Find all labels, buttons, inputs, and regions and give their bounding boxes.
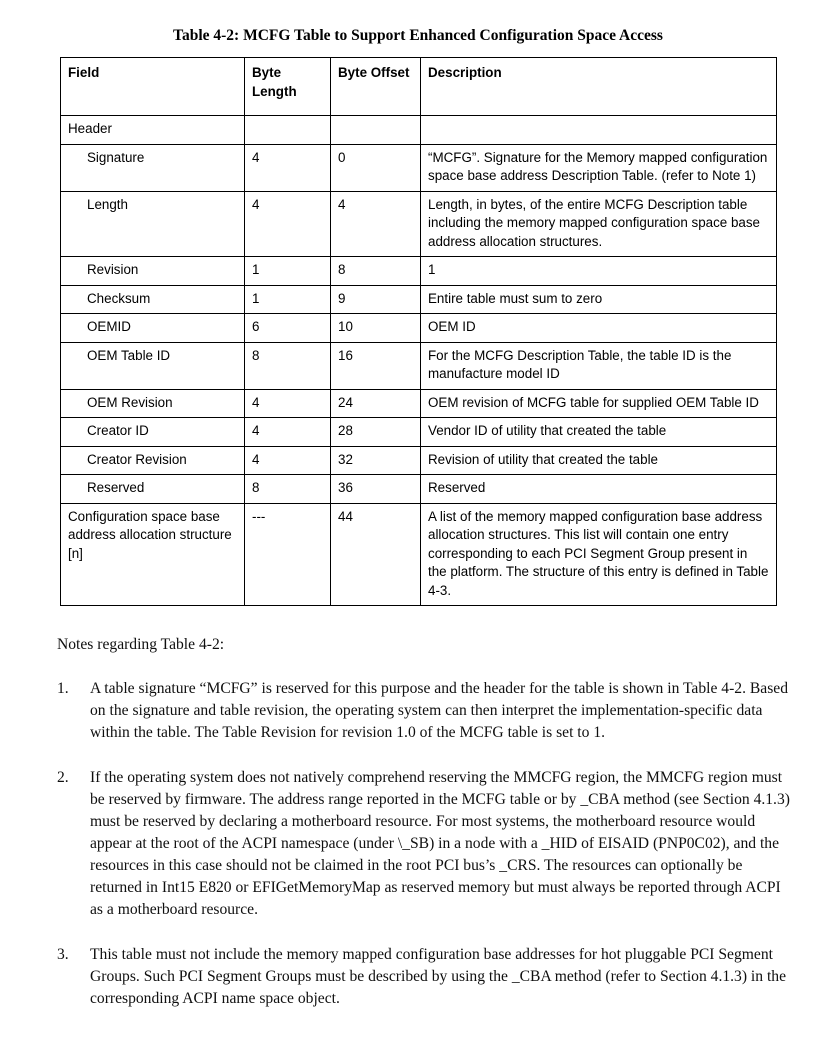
cell-byte-length: 4 bbox=[245, 418, 331, 447]
table-row bbox=[61, 314, 777, 343]
cell-description: OEM ID bbox=[421, 314, 777, 343]
cell-byte-offset: 0 bbox=[331, 144, 421, 191]
cell-field: OEM Revision bbox=[61, 389, 245, 418]
cell-description: Revision of utility that created the table bbox=[421, 446, 777, 475]
column-header-byte-length: Byte Length bbox=[245, 58, 331, 116]
cell-field: Checksum bbox=[61, 285, 245, 314]
mcfg-table-body bbox=[61, 116, 777, 606]
note-text: A table signature “MCFG” is reserved for this purpose and the header for the table is shown in Table 4-2. Based on the signature and table revision, the operating system can then interpret the implementation-specific data within the table. The Table Revision for revision 1.0 of the MCFG table is set to 1. bbox=[90, 680, 788, 742]
cell-description: For the MCFG Description Table, the table ID is the manufacture model ID bbox=[421, 342, 777, 389]
table-row bbox=[61, 116, 777, 145]
cell-field: Length bbox=[61, 191, 245, 257]
cell-byte-length: 8 bbox=[245, 475, 331, 504]
cell-field: Reserved bbox=[61, 475, 245, 504]
cell-byte-length: --- bbox=[245, 503, 331, 606]
note-number: 1. bbox=[57, 680, 69, 698]
cell-field: Header bbox=[61, 116, 245, 145]
cell-byte-offset: 28 bbox=[331, 418, 421, 447]
notes-list bbox=[57, 678, 793, 1010]
cell-byte-offset: 44 bbox=[331, 503, 421, 606]
cell-field: Revision bbox=[61, 257, 245, 286]
cell-byte-length bbox=[245, 116, 331, 145]
column-header-byte-offset: Byte Offset bbox=[331, 58, 421, 116]
table-row bbox=[61, 475, 777, 504]
table-row bbox=[61, 503, 777, 606]
cell-description bbox=[421, 116, 777, 145]
note-item bbox=[57, 767, 793, 922]
cell-description: OEM revision of MCFG table for supplied OEM Table ID bbox=[421, 389, 777, 418]
cell-byte-offset: 24 bbox=[331, 389, 421, 418]
column-header-description: Description bbox=[421, 58, 777, 116]
table-header-row bbox=[61, 58, 777, 116]
table-row bbox=[61, 285, 777, 314]
table-row bbox=[61, 257, 777, 286]
note-text: If the operating system does not natively comprehend reserving the MMCFG region, the MMCFG region must be reserved by firmware. The address range reported in the MCFG table or by _CBA method (see Section 4.1.3) must be reserved by declaring a motherboard resource. For most systems, the motherboard resource would appear at the root of the ACPI namespace (under \_SB) in a node with a _HID of EISAID (PNP0C02), and the resources in this case should not be claimed in the root PCI bus’s _CRS. The resources can optionally be returned in Int15 E820 or EFIGetMemoryMap as reserved memory but must always be reported through ACPI as a motherboard resource. bbox=[90, 768, 790, 919]
cell-byte-length: 1 bbox=[245, 285, 331, 314]
note-item bbox=[57, 944, 793, 1010]
table-row bbox=[61, 389, 777, 418]
table-row bbox=[61, 191, 777, 257]
column-header-field: Field bbox=[61, 58, 245, 116]
cell-byte-offset bbox=[331, 116, 421, 145]
cell-description: Entire table must sum to zero bbox=[421, 285, 777, 314]
table-row bbox=[61, 342, 777, 389]
table-row bbox=[61, 144, 777, 191]
note-number: 2. bbox=[57, 768, 69, 786]
cell-field: OEMID bbox=[61, 314, 245, 343]
cell-byte-length: 6 bbox=[245, 314, 331, 343]
note-item bbox=[57, 678, 793, 744]
cell-byte-length: 1 bbox=[245, 257, 331, 286]
cell-description: Vendor ID of utility that created the table bbox=[421, 418, 777, 447]
cell-description: Reserved bbox=[421, 475, 777, 504]
cell-description: A list of the memory mapped configuration base address allocation structures. This list will contain one entry corresponding to each PCI Segment Group present in the platform. The structure of this entry is defined in Table 4-3. bbox=[421, 503, 777, 606]
note-text: This table must not include the memory mapped configuration base addresses for hot pluggable PCI Segment Groups. Such PCI Segment Groups must be described by using the _CBA method (refer to Section 4.1.3) in the corresponding ACPI name space object. bbox=[90, 945, 787, 1007]
cell-byte-offset: 32 bbox=[331, 446, 421, 475]
notes-heading: Notes regarding Table 4-2: bbox=[57, 636, 225, 653]
cell-byte-offset: 36 bbox=[331, 475, 421, 504]
cell-field: Creator ID bbox=[61, 418, 245, 447]
cell-byte-offset: 9 bbox=[331, 285, 421, 314]
cell-field: OEM Table ID bbox=[61, 342, 245, 389]
table-row bbox=[61, 446, 777, 475]
cell-field: Signature bbox=[61, 144, 245, 191]
cell-description: “MCFG”. Signature for the Memory mapped configuration space base address Description Table. (refer to Note 1) bbox=[421, 144, 777, 191]
cell-byte-length: 4 bbox=[245, 446, 331, 475]
cell-field: Configuration space base address allocation structure [n] bbox=[61, 503, 245, 606]
cell-byte-offset: 4 bbox=[331, 191, 421, 257]
cell-description: Length, in bytes, of the entire MCFG Description table including the memory mapped configuration space base address allocation structures. bbox=[421, 191, 777, 257]
cell-byte-length: 4 bbox=[245, 191, 331, 257]
cell-description: 1 bbox=[421, 257, 777, 286]
mcfg-table bbox=[60, 57, 777, 606]
cell-byte-offset: 8 bbox=[331, 257, 421, 286]
cell-byte-length: 4 bbox=[245, 144, 331, 191]
note-number: 3. bbox=[57, 945, 69, 963]
cell-byte-length: 4 bbox=[245, 389, 331, 418]
notes-section bbox=[57, 634, 793, 1010]
cell-field: Creator Revision bbox=[61, 446, 245, 475]
table-caption: Table 4-2: MCFG Table to Support Enhanced Configuration Space Access bbox=[173, 27, 663, 44]
cell-byte-length: 8 bbox=[245, 342, 331, 389]
cell-byte-offset: 10 bbox=[331, 314, 421, 343]
table-row bbox=[61, 418, 777, 447]
cell-byte-offset: 16 bbox=[331, 342, 421, 389]
